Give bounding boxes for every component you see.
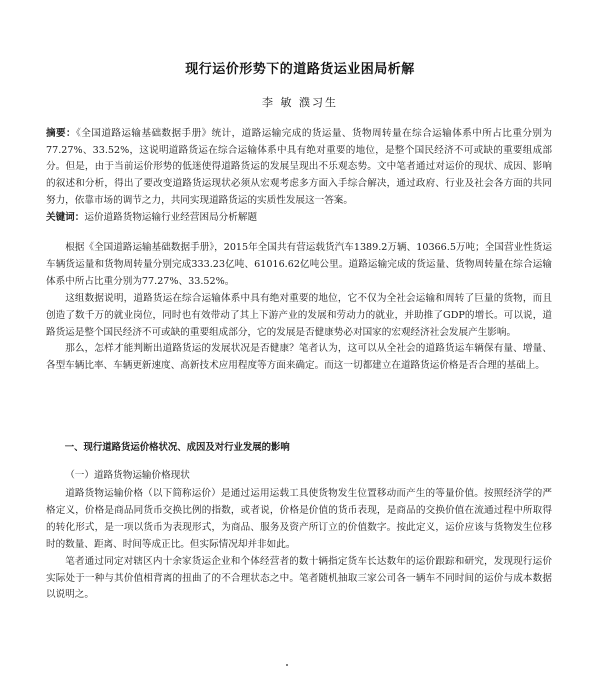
article-authors: 李 敏 濮习生 <box>262 96 338 109</box>
paragraph: 道路货物运输价格（以下简称运价）是通过运用运载工具使货物发生位置移动而产生的等量价值。按照经济学的严格定义，价格是商品同货币交换比例的指数，或者说，价格是价值的货币表现，是商品的交换价值在流通过程中所取得的转化形式，是一项以货币为表现形式，为商品、服务及资产所订立的价值数字。按此定义，运价应该与货物发生位移时的数量、距离、时间等成正比。但实际情况却并非如此。 <box>46 488 552 550</box>
section-heading: 一、现行道路货运价格状况、成因及对行业发展的影响 <box>64 442 290 453</box>
abstract-text: 《全国道路运输基础数据手册》统计，道路运输完成的货运量、货物周转量在综合运输体系中所占比重分别为77.27%、33.52%，这说明道路货运在综合运输体系中具有绝对重要的地位，是整个国民经济不可或缺的重要组成部分。但是，由于当前运价形势的低迷使得道路货运的发展呈现出不乐观态势。文中笔者通过对运价的现状、成因、影响的叙述和分析，得出了要改变道路货运现状必须从宏观考虑多方面入手综合解决，通过政府、行业及社会各方面的共同努力，依靠市场的调节之力，共同实现道路货运的实质性发展这一答案。 <box>46 128 553 206</box>
keywords-text: 运价道路货物运输行业经营困局分析解题 <box>84 212 258 223</box>
keywords <box>46 210 552 226</box>
paragraph: 那么，怎样才能判断出道路货运的发展状况是否健康？笔者认为，这可以从全社会的道路货运车辆保有量、增量、各型车辆比率、车辆更新速度、高新技术应用程度等方面来确定。而这一切都建立在道路货运价格是否合理的基础上。 <box>46 343 552 372</box>
paragraph: 这组数据说明，道路货运在综合运输体系中具有绝对重要的地位，它不仅为全社会运输和周转了巨量的货物，而且创造了数千万的就业岗位，同时也有效带动了其上下游产业的发展和劳动力的就业，并助推了GDP的增长。可以说，道路货运是整个国民经济不可或缺的重要组成部分，它的发展是否健康势必对国家的宏观经济社会发展产生影响。 <box>46 292 552 338</box>
intro-body <box>46 240 552 375</box>
section-body <box>46 486 552 604</box>
article-title: 现行运价形势下的道路货运业困局析解 <box>185 62 415 77</box>
abstract <box>46 126 552 210</box>
scan-speck <box>286 664 288 666</box>
subsection-heading: （一）道路货物运输价格现状 <box>65 470 190 481</box>
paragraph: 根据《全国道路运输基础数据手册》，2015年全国共有营运载货汽车1389.2万辆、10366.5万吨；全国营业性货运车辆货运量和货物周转量分别完成333.23亿吨、61016.62亿吨公里。道路运输完成的货运量、货物周转量在综合运输体系中所占比重分别为77.27%、33.52%。 <box>46 242 552 287</box>
abstract-label: 摘要： <box>46 128 77 139</box>
keywords-label: 关键词： <box>46 212 85 223</box>
paragraph: 笔者通过同定对辖区内十余家货运企业和个体经营者的数十辆指定货车长达数年的运价跟踪和研究，发现现行运价实际处于一种与其价值相背离的扭曲了的不合理状态之中。笔者随机抽取三家公司各一辆车不同时间的运价与成本数据以说明之。 <box>46 555 552 601</box>
